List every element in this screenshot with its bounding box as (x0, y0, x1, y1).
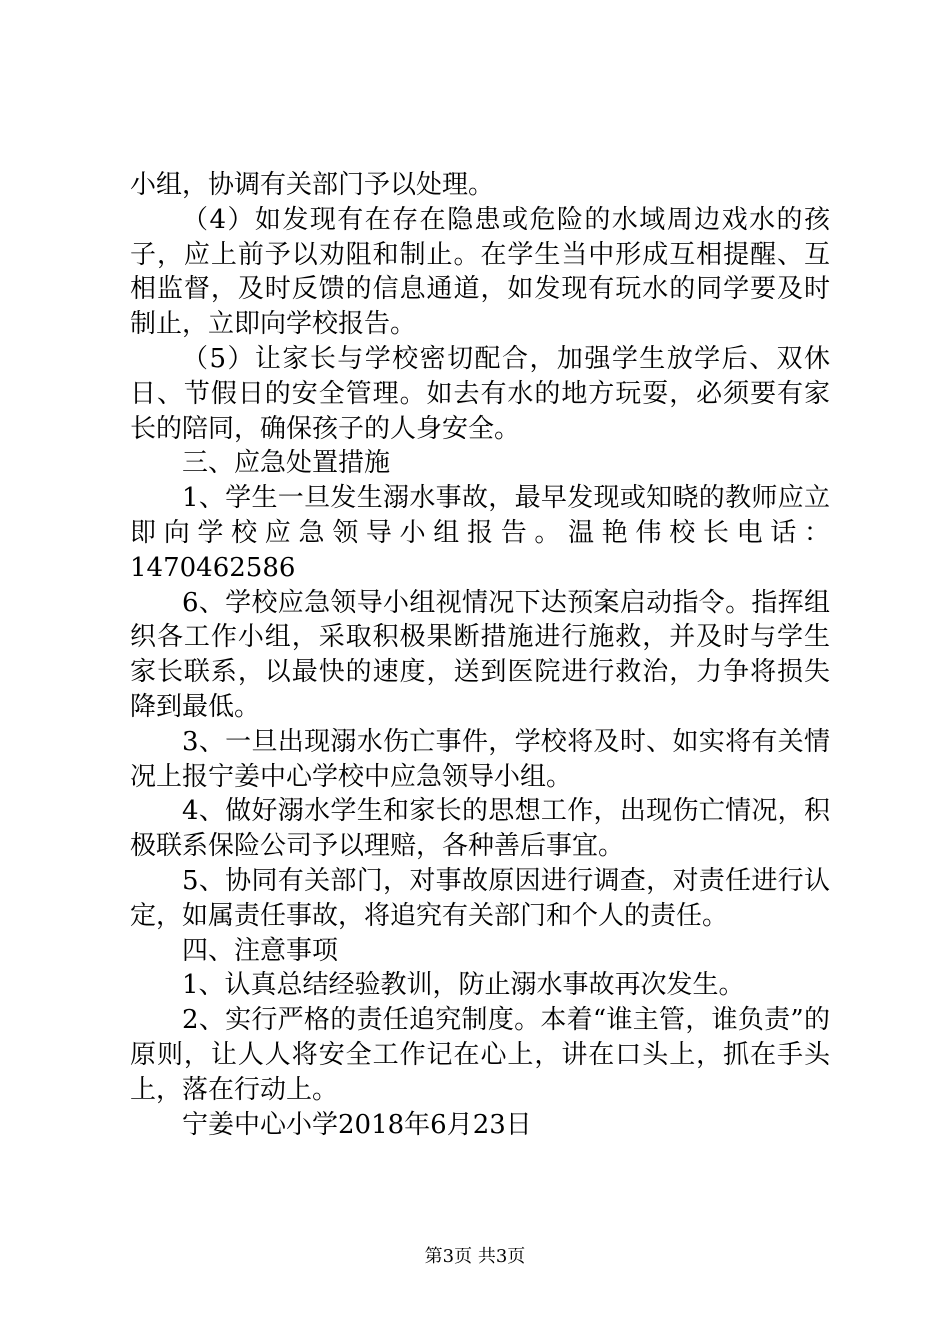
paragraph: 2、实行严格的责任追究制度。本着“谁主管，谁负责”的原则，让人人将安全工作记在心上，讲在口头上，抓在手头上，落在行动上。 (130, 1005, 830, 1105)
paragraph: 6、学校应急领导小组视情况下达预案启动指令。指挥组织各工作小组，采取积极果断措施进行施救，并及时与学生家长联系，以最快的速度，送到医院进行救治，力争将损失降到最低。 (130, 587, 830, 722)
paragraph: 1、学生一旦发生溺水事故，最早发现或知晓的教师应立即向学校应急领导小组报告。温艳伟校长电话：1470462586 (130, 483, 830, 583)
signature-date-line: 宁姜中心小学2018年6月23日 (182, 1109, 532, 1140)
page-number-footer: 第3页 共3页 (424, 1246, 526, 1267)
paragraph: 3、一旦出现溺水伤亡事件，学校将及时、如实将有关情况上报宁姜中心学校中应急领导小组。 (130, 726, 830, 792)
section-heading: 三、应急处置措施 (182, 448, 391, 479)
paragraph: （5）让家长与学校密切配合，加强学生放学后、双休日、节假日的安全管理。如去有水的地方玩耍，必须要有家长的陪同，确保孩子的人身安全。 (130, 343, 830, 444)
paragraph: 小组，协调有关部门予以处理。 (130, 170, 495, 200)
paragraph: 1、认真总结经验教训，防止溺水事故再次发生。 (182, 970, 745, 1001)
section-heading: 四、注意事项 (182, 935, 339, 966)
paragraph: 5、协同有关部门，对事故原因进行调查，对责任进行认定，如属责任事故，将追究有关部门和个人的责任。 (130, 865, 830, 931)
paragraph: 4、做好溺水学生和家长的思想工作，出现伤亡情况，积极联系保险公司予以理赔，各种善后事宜。 (130, 796, 830, 862)
document-body (130, 168, 830, 1142)
paragraph: （4）如发现有在存在隐患或危险的水域周边戏水的孩子，应上前予以劝阻和制止。在学生当中形成互相提醒、互相监督，及时反馈的信息通道，如发现有玩水的同学要及时制止，立即向学校报告。 (130, 204, 830, 340)
